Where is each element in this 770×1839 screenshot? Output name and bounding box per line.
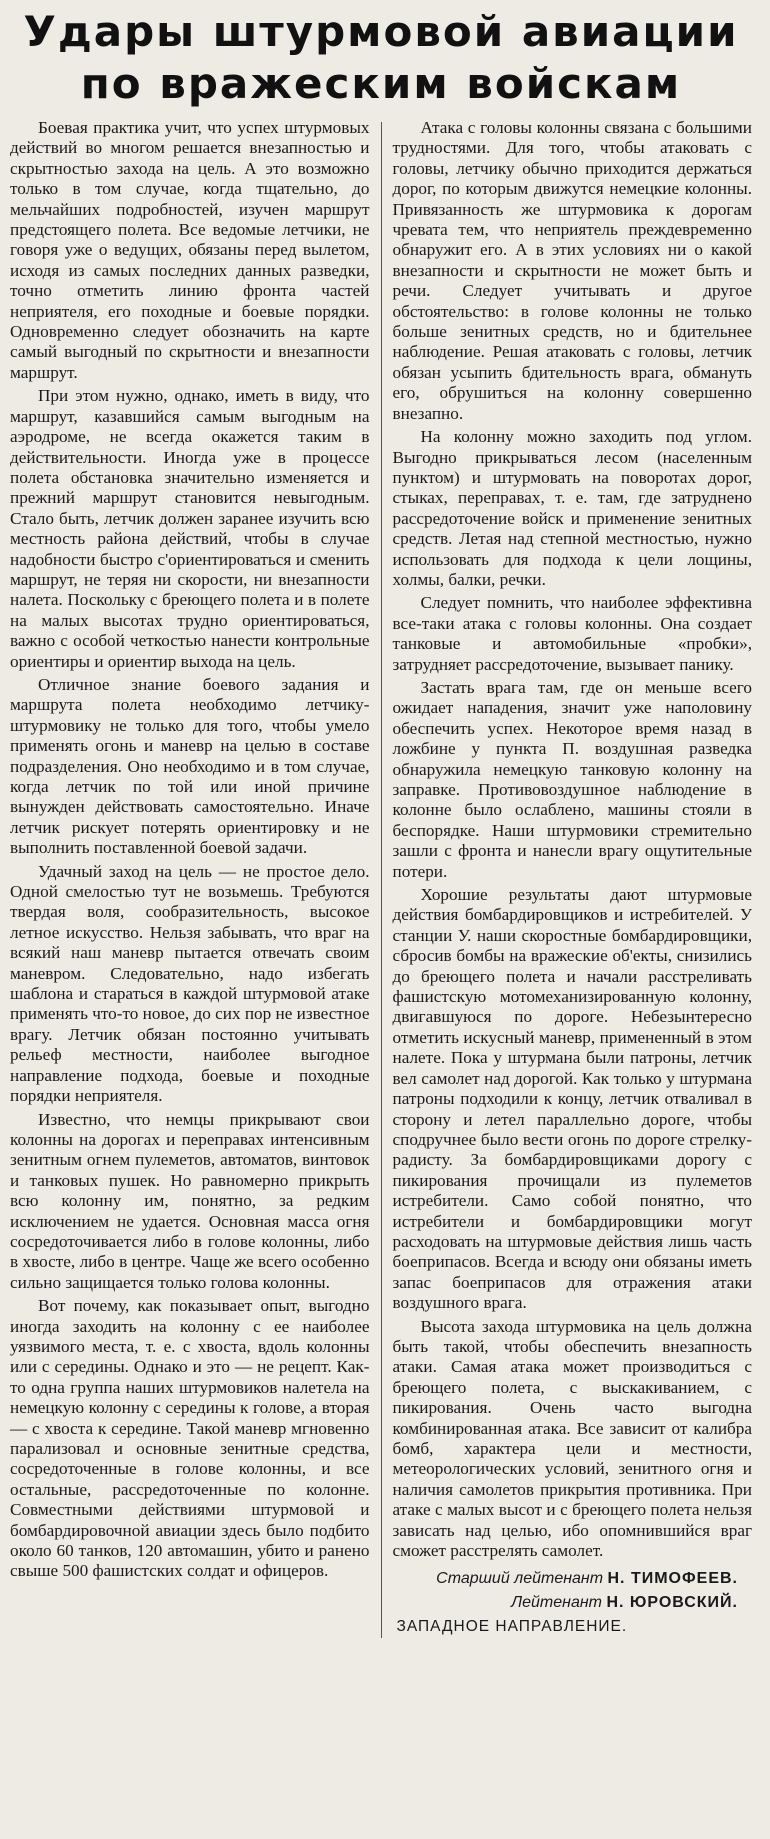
headline-line-1: Удары штурмовой авиации xyxy=(23,7,739,56)
article-headline xyxy=(10,6,752,110)
right-column xyxy=(382,118,753,1638)
paragraph: Атака с головы колонны связана с большими трудностями. Для того, чтобы атаковать с головы, летчику обычно приходится держаться дорог, по которым движутся немецкие колонны. Привязанность же штурмовика к дорогам чревата тем, что неприятель преждевременно обнаружит его. А в этих условиях ни о какой внезапности и скрытности не может быть и речи. Следует учитывать и другое обстоятельство: в голове колонны не только больше зенитных средств, но и бдительнее наблюдение. Решая атаковать с головы, летчик обязан усыпить бдительность врага, обмануть его, обрушиться на колонну совершенно внезапно. xyxy=(392,118,752,423)
paragraph: Высота захода штурмовика на цель должна быть такой, чтобы обеспечить внезапность атаки. Самая атака может производиться с бреющего полета, с выскакиванием, с пикирования. Очень часто выгодна комбинированная атака. Все зависит от калибра бомб, характера цели и местности, метеорологических условий, зенитного огня и наличия самолетов прикрытия противника. При атаке с малых высот и с бреющего полета нельзя зависать над целью, ибо опомнившийся враг сможет расстрелять самолет. xyxy=(392,1316,752,1561)
paragraph: Известно, что немцы прикрывают свои колонны на дорогах и переправах интенсивным зенитным огнем пулеметов, автоматов, винтовок и танковых пушек. Но равномерно прикрыть всю колонну им, понятно, за редким исключением не удается. Основная масса огня сосредоточивается либо в голове колонны, либо в хвосте, либо в центре. Чаще же всего особенно сильно защищается только голова колонны. xyxy=(10,1109,370,1292)
left-column xyxy=(10,118,381,1638)
paragraph: На колонну можно заходить под углом. Выгодно прикрываться лесом (населенным пунктом) и штурмовать на поворотах дорог, стыках, переправах, т. е. там, где затруднено рассредоточение войск и применение зенитных средств. Летая над степной местностью, нужно использовать для подхода к цели лощины, холмы, балки, речки. xyxy=(392,427,752,589)
author-name: Н. ЮРОВСКИЙ. xyxy=(606,1594,738,1612)
author-rank: Лейтенант xyxy=(511,1594,602,1612)
article-columns xyxy=(10,118,752,1638)
paragraph: Отличное знание боевого задания и маршрута полета необходимо летчику-штурмовику не только для того, чтобы умело применять огонь и маневр на целью в составе подразделения. Оно необходимо и в том случае, когда летчик по той или иной причине вынужден действовать самостоятельно. Иначе летчик рискует потерять ориентировку и не выполнить поставленной боевой задачи. xyxy=(10,674,370,858)
paragraph: Хорошие результаты дают штурмовые действия бомбардировщиков и истребителей. У станции У. наши скоростные бомбардировщики, сбросив бомбы на вражеские об'екты, снизились до бреющего полета и начали расстреливать фашистскую мотомеханизированную колонну, двигавшуюся по дороге. Небезынтересно отметить искусный маневр, примененный в этом налете. Пока у штурмана были патроны, летчик вел самолет над дорогой. Как только у штурмана патроны подходили к концу, летчик отваливал в сторону и летел параллельно дороге, чтобы сподручнее было вести огонь по дороге стрелку-радисту. За бомбардировщиками дорогу с пикирования прочищали из пулеметов истребители. Само собой понятно, что истребители и бомбардировщики могут расходовать на штурмовые действия лишь часть боеприпасов. Всегда и всюду они обязаны иметь запас боеприпасов для отражения атаки воздушного врага. xyxy=(392,885,752,1313)
signature-line-1 xyxy=(393,1567,739,1591)
signature-line-2 xyxy=(393,1591,739,1615)
author-signature xyxy=(393,1567,753,1615)
paragraph: Боевая практика учит, что успех штурмовых действий во многом решается внезапностью и скрытностью захода на цель. А это возможно только в том случае, когда тщательно, до мельчайших подробностей, изучен маршрут предстоящего полета. Все ведомые летчики, не говоря уже о ведущих, обязаны перед вылетом, исходя из самых последних данных разведки, точно отметить линию фронта частей неприятеля, его походные и боевые порядки. Одновременно следует обозначить на карте самый выгодный по скрытности и внезапности маршрут. xyxy=(10,118,370,382)
author-rank: Старший лейтенант xyxy=(436,1570,604,1588)
paragraph: Удачный заход на цель — не простое дело. Одной смелостью тут не возьмешь. Требуются твердая воля, сообразительность, высокое летное искусство. Нельзя забывать, что враг на всякий наш маневр пытается отвечать своим маневром. Следовательно, надо избегать шаблона и стараться в каждой штурмовой атаке применять что-то новое, до сих пор не известное врагу. Летчик обязан постоянно учитывать рельеф местности, наиболее выгодное направление подхода, боевые и походные порядки неприятеля. xyxy=(10,861,370,1106)
dateline: ЗАПАДНОЕ НАПРАВЛЕНИЕ. xyxy=(396,1618,628,1636)
author-name: Н. ТИМОФЕЕВ. xyxy=(607,1570,738,1588)
paragraph: Следует помнить, что наиболее эффективна все-таки атака с головы колонны. Она создает танковые и автомобильные «пробки», затрудняет рассредоточение, вызывает панику. xyxy=(392,593,752,674)
paragraph: Вот почему, как показывает опыт, выгодно иногда заходить на колонну с ее наиболее уязвимого места, т. е. с хвоста, вдоль колонны или с середины. Однако и это — не рецепт. Как-то одна группа наших штурмовиков налетела на немецкую колонну с середины к голове, а вторая — с хвоста к середине. Такой маневр мгновенно парализовал и основные зенитные средства, сосредоточенные в голове колонны, и все остальные, рассредоточенные по колонне. Совместными действиями штурмовой и бомбардировочной авиации здесь было подбито около 60 танков, 120 автомашин, убито и ранено свыше 500 фашистских солдат и офицеров. xyxy=(10,1296,370,1581)
headline-line-2: по вражеским войскам xyxy=(80,59,682,108)
paragraph: При этом нужно, однако, иметь в виду, что маршрут, казавшийся самым выгодным на аэродроме, не всегда окажется таким в действительности. Иногда уже в процессе полета обстановка значительно изменяется и прежний маршрут становится невыгодным. Стало быть, летчик должен заранее изучить всю местность района действий, чтобы в случае надобности быстро с'ориентироваться и сменить маршрут, не теряя ни скорости, ни внезапности налета. Поскольку с бреющего полета и в полете на малых высотах трудно ориентироваться, важно с особой четкостью нанести контрольные ориентиры и ориентир выхода на цель. xyxy=(10,386,370,671)
paragraph: Застать врага там, где он меньше всего ожидает нападения, значит уже наполовину обеспечить успех. Некоторое время назад в ложбине у пункта П. воздушная разведка обнаружила немецкую танковую колонну на заправке. Противовоздушное наблюдение в колонне было ослаблено, машины стояли в беспорядке. Наши штурмовики стремительно зашли с фронта и нанесли врагу ощутительные потери. xyxy=(392,677,752,881)
